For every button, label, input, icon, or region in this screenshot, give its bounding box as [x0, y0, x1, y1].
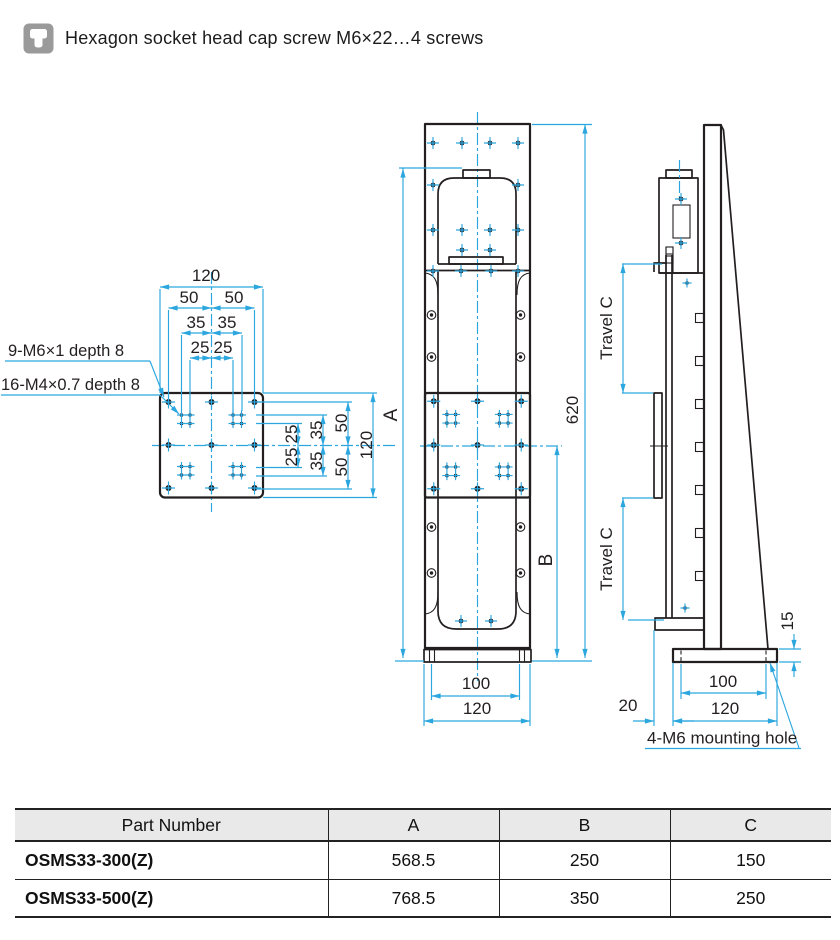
dim-front-620: 620: [563, 395, 582, 425]
dim-plate-25-up: 25: [282, 424, 301, 444]
dim-travel-upper: Travel C: [597, 296, 616, 360]
dim-plate-25-down: 25: [282, 447, 301, 467]
dim-side-100: 100: [708, 672, 738, 691]
value-b: 350: [499, 880, 670, 918]
note-text: Hexagon socket head cap screw M6×22…4 screws: [65, 28, 484, 48]
dim-plate-35-up: 35: [307, 420, 326, 440]
dim-plate-25-right: 25: [213, 338, 233, 357]
part-number: OSMS33-500(Z): [15, 880, 328, 918]
value-a: 568.5: [328, 841, 499, 880]
col-header-b: B: [499, 809, 670, 841]
side-view: [597, 125, 801, 749]
table-row: [15, 880, 831, 918]
dim-plate-25-left: 25: [190, 338, 210, 357]
col-header-c: C: [670, 809, 831, 841]
technical-drawing: [0, 80, 840, 800]
plate-detail-view: [1, 266, 395, 512]
table-header-row: [15, 809, 831, 841]
value-c: 150: [670, 841, 831, 880]
dim-plate-35-right: 35: [217, 313, 237, 332]
value-c: 250: [670, 880, 831, 918]
note-header: [23, 23, 484, 54]
dim-front-100: 100: [461, 674, 491, 693]
dim-plate-120-top: 120: [191, 266, 221, 285]
dim-front-B: B: [536, 553, 557, 567]
dim-plate-50-up: 50: [332, 413, 351, 433]
dim-front-120: 120: [462, 699, 492, 718]
screw-icon: [23, 23, 54, 54]
dim-side-120: 120: [710, 699, 740, 718]
col-header-part-number: Part Number: [15, 809, 328, 841]
dim-plate-120-right: 120: [357, 430, 376, 460]
front-view: [381, 112, 592, 726]
table-row: [15, 841, 831, 880]
dim-plate-35-down: 35: [307, 451, 326, 471]
col-header-a: A: [328, 809, 499, 841]
value-a: 768.5: [328, 880, 499, 918]
part-number: OSMS33-300(Z): [15, 841, 328, 880]
value-b: 250: [499, 841, 670, 880]
dim-front-A: A: [381, 408, 402, 422]
dim-side-20: 20: [618, 696, 638, 715]
label-m4-holes: 16-M4×0.7 depth 8: [1, 376, 140, 394]
dim-travel-lower: Travel C: [597, 527, 616, 591]
dim-plate-50-right: 50: [224, 288, 244, 307]
dim-plate-35-left: 35: [186, 313, 206, 332]
spec-table: [15, 808, 831, 918]
dim-plate-50-left: 50: [179, 288, 199, 307]
label-m6-holes: 9-M6×1 depth 8: [8, 342, 125, 360]
dim-side-15: 15: [778, 611, 797, 631]
label-mounting-hole: 4-M6 mounting hole: [647, 728, 798, 748]
dim-plate-50-down: 50: [332, 457, 351, 477]
